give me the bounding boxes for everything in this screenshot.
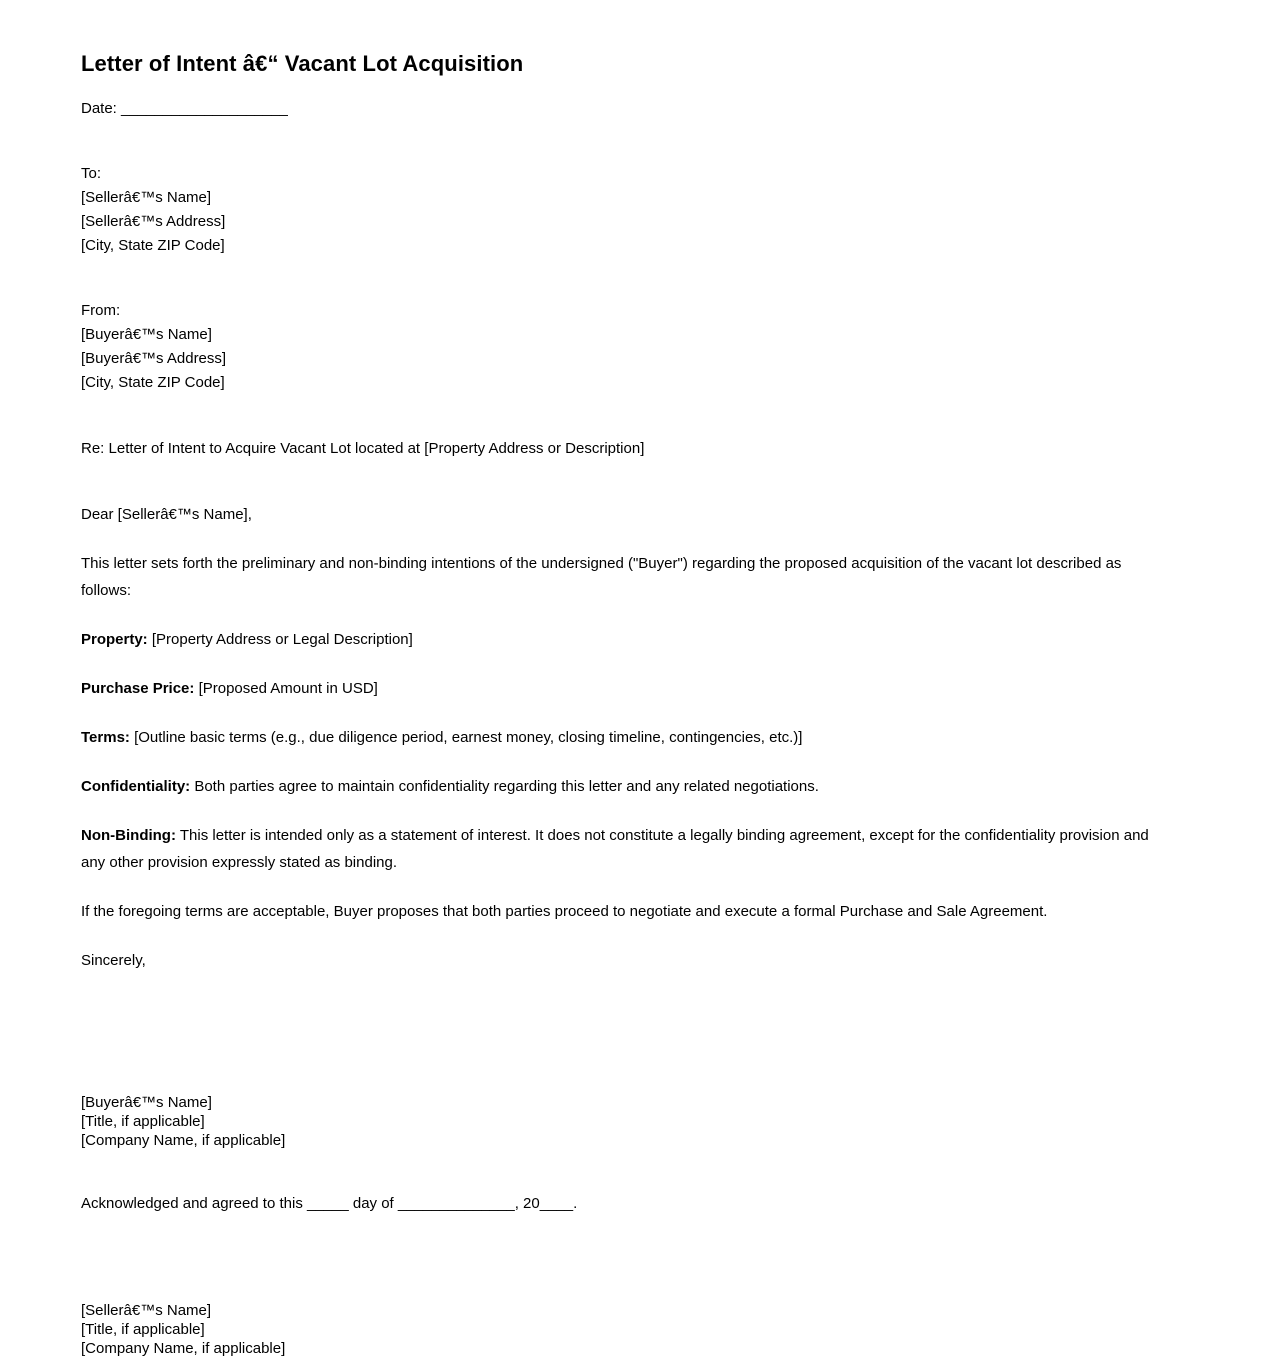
seller-signature-company: [Company Name, if applicable] [81, 1340, 286, 1357]
spacer-before-acknowledgment [81, 1150, 1171, 1192]
date-field-line: Date: ____________________ [81, 100, 288, 117]
term-item-non-binding [81, 822, 1171, 876]
term-label-confidentiality: Confidentiality: [81, 778, 191, 795]
seller-signature-space [81, 1216, 1171, 1301]
buyer-signature-name: [Buyerâ€™s Name] [81, 1094, 212, 1111]
term-item-purchase-price [81, 675, 1171, 702]
term-item-confidentiality [81, 773, 1171, 800]
seller-city-state-zip-placeholder: [City, State ZIP Code] [81, 237, 225, 254]
seller-signature-name: [Sellerâ€™s Name] [81, 1302, 212, 1319]
buyer-city-state-zip-placeholder: [City, State ZIP Code] [81, 374, 225, 391]
spacer-after-date [81, 121, 1171, 162]
spacer-between-address-blocks [81, 258, 1171, 299]
buyer-name-placeholder: [Buyerâ€™s Name] [81, 326, 212, 343]
sender-block [81, 299, 1171, 395]
seller-address-placeholder: [Sellerâ€™s Address] [81, 213, 226, 230]
seller-signature-title: [Title, if applicable] [81, 1321, 205, 1338]
term-label-property: Property: [81, 631, 148, 648]
buyer-signature-block [81, 1093, 1171, 1150]
buyer-signature-space [81, 996, 1171, 1093]
term-value-confidentiality: Both parties agree to maintain confidentiality regarding this letter and any related negotiations. [190, 778, 819, 795]
recipient-block [81, 162, 1171, 258]
term-item-terms [81, 724, 1171, 751]
intro-paragraph: This letter sets forth the preliminary and non-binding intentions of the undersigned ("Buyer") regarding the proposed acquisition of the vacant lot described as follows: [81, 555, 1122, 599]
buyer-address-placeholder: [Buyerâ€™s Address] [81, 350, 227, 367]
term-item-property [81, 626, 1171, 653]
salutation: Dear [Sellerâ€™s Name], [81, 506, 252, 523]
term-value-property: [Property Address or Legal Description] [147, 631, 413, 648]
buyer-signature-title: [Title, if applicable] [81, 1113, 205, 1130]
seller-signature-block [81, 1301, 1171, 1358]
term-value-terms: [Outline basic terms (e.g., due diligence period, earnest money, closing timeline, contingencies, etc.)] [129, 729, 803, 746]
page-title: Letter of Intent â€“ Vacant Lot Acquisition [81, 51, 524, 76]
from-heading: From: [81, 302, 121, 319]
closing-paragraph: If the foregoing terms are acceptable, Buyer proposes that both parties proceed to negotiate and execute a formal Purchase and Sale Agreement. [81, 903, 1048, 920]
seller-name-placeholder: [Sellerâ€™s Name] [81, 189, 212, 206]
to-heading: To: [81, 165, 102, 182]
buyer-signature-company: [Company Name, if applicable] [81, 1132, 286, 1149]
term-label-non-binding: Non-Binding: [81, 827, 176, 844]
term-value-purchase-price: [Proposed Amount in USD] [194, 680, 378, 697]
sincerely-line: Sincerely, [81, 952, 146, 969]
term-value-non-binding: This letter is intended only as a statement of interest. It does not constitute a legally binding agreement, except for the confidentiality provision and any other provision expressly stated as binding. [81, 827, 1149, 871]
subject-line: Re: Letter of Intent to Acquire Vacant Lot located at [Property Address or Description] [81, 440, 645, 457]
term-label-purchase-price: Purchase Price: [81, 680, 195, 697]
acknowledgment-line: Acknowledged and agreed to this _____ day of ______________, 20____. [81, 1195, 578, 1212]
term-label-terms: Terms: [81, 729, 130, 746]
spacer-before-salutation [81, 461, 1171, 501]
spacer-before-subject [81, 395, 1171, 437]
letter-of-intent-document [81, 50, 1171, 1358]
